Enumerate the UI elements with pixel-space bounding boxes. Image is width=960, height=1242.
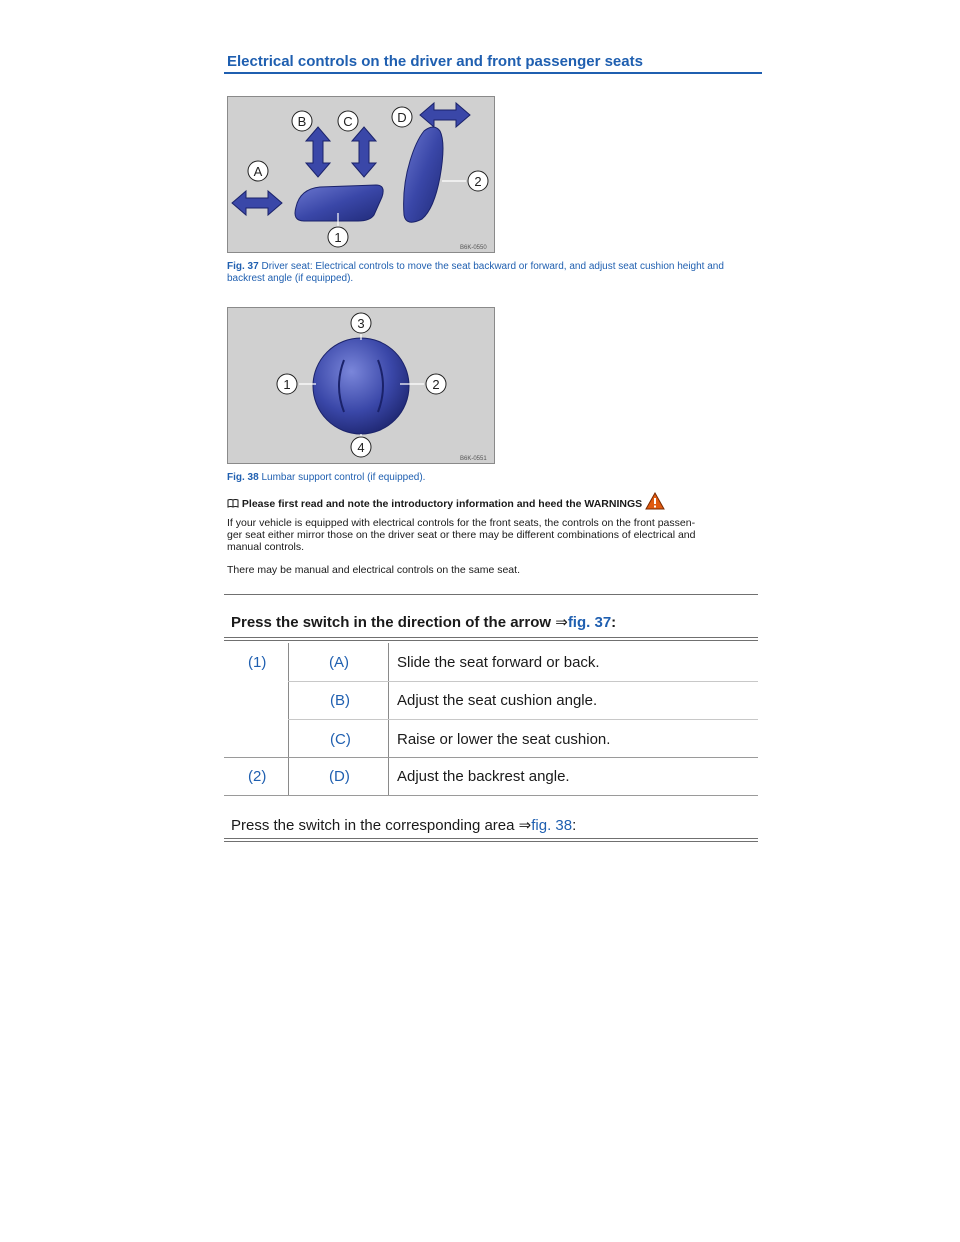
row-divider	[224, 757, 758, 758]
figure-code: B6K-0551	[460, 456, 487, 462]
book-icon	[227, 498, 239, 508]
caption-text: Lumbar support control (if equipped).	[261, 472, 426, 483]
seat-cushion-switch	[295, 185, 383, 221]
backrest-switch	[404, 127, 443, 222]
heading-suffix: :	[611, 614, 617, 631]
caption-label: Fig. 38	[227, 472, 259, 483]
footer-suffix: :	[572, 817, 577, 834]
arrow-right-icon: ⇒	[555, 614, 568, 631]
table-heading	[231, 613, 616, 631]
paragraph-1	[227, 517, 767, 553]
paragraph-2: There may be manual and electrical controls on the same seat.	[227, 564, 520, 576]
section-title: Electrical controls on the driver and front passenger seats	[227, 53, 643, 70]
double-arrow-vertical-icon	[352, 127, 376, 177]
lumbar-knob	[313, 338, 409, 434]
callout-label: C	[343, 114, 353, 129]
paragraph-line: ger seat either mirror those on the driver seat or there may be different combinations of electrical and	[227, 529, 696, 541]
callout-label: 3	[357, 316, 365, 331]
callout-label: B	[297, 114, 307, 129]
figure-link[interactable]: fig. 38	[531, 817, 573, 834]
arrow-key: (A)	[329, 654, 349, 671]
intro-note-text: Please first read and note the introductory information and heed the WARNINGS	[241, 498, 643, 510]
callout-label: A	[253, 164, 263, 179]
figure-code: B6K-0550	[460, 245, 487, 251]
paragraph-line: If your vehicle is equipped with electrical controls for the front seats, the controls on the front passen-	[227, 517, 696, 529]
control-number: (1)	[248, 654, 267, 671]
callout-label: 1	[283, 377, 291, 392]
seat-controls-illustration	[228, 97, 494, 252]
table-footer-text: Press the switch in the corresponding area	[231, 817, 515, 834]
double-arrow-vertical-icon	[306, 127, 330, 177]
callout-label: 4	[357, 440, 365, 455]
figure-38	[227, 307, 495, 464]
callout-label: D	[397, 110, 407, 125]
arrow-right-icon: ⇒	[518, 817, 532, 834]
callout-label: 1	[334, 230, 342, 245]
arrow-key: (C)	[330, 731, 351, 748]
table-header-rule	[224, 637, 758, 641]
intro-note	[227, 492, 767, 510]
callout-label: 2	[474, 174, 482, 189]
action-text: Raise or lower the seat cushion.	[397, 731, 611, 748]
figure-link[interactable]: fig. 37	[567, 614, 612, 631]
warning-icon	[645, 492, 665, 510]
title-rule	[224, 72, 762, 74]
caption-label: Fig. 37	[227, 261, 259, 272]
figure-37-caption	[227, 261, 757, 285]
action-text: Adjust the seat cushion angle.	[397, 692, 598, 709]
table-top-rule	[224, 594, 758, 595]
lumbar-control-illustration	[228, 308, 494, 463]
arrow-key: (D)	[329, 768, 350, 785]
row-divider	[288, 719, 758, 720]
callout-label: 2	[432, 377, 440, 392]
table-bottom-rule	[224, 838, 758, 842]
table-footer	[231, 816, 576, 834]
double-arrow-horizontal-icon	[420, 103, 470, 127]
action-text: Slide the seat forward or back.	[397, 654, 600, 671]
caption-text: Driver seat: Electrical controls to move the seat backward or forward, and adjust seat cushion height and backrest angle (if equipped).	[227, 261, 724, 284]
figure-37	[227, 96, 495, 253]
control-number: (2)	[248, 768, 267, 785]
action-text: Adjust the backrest angle.	[397, 768, 570, 785]
arrow-key: (B)	[330, 692, 350, 709]
figure-38-caption	[227, 472, 757, 484]
paragraph-line: manual controls.	[227, 541, 305, 553]
table-heading-text: Press the switch in the direction of the arrow	[231, 614, 552, 631]
double-arrow-horizontal-icon	[232, 191, 282, 215]
row-divider	[288, 681, 758, 682]
row-divider	[224, 795, 758, 796]
